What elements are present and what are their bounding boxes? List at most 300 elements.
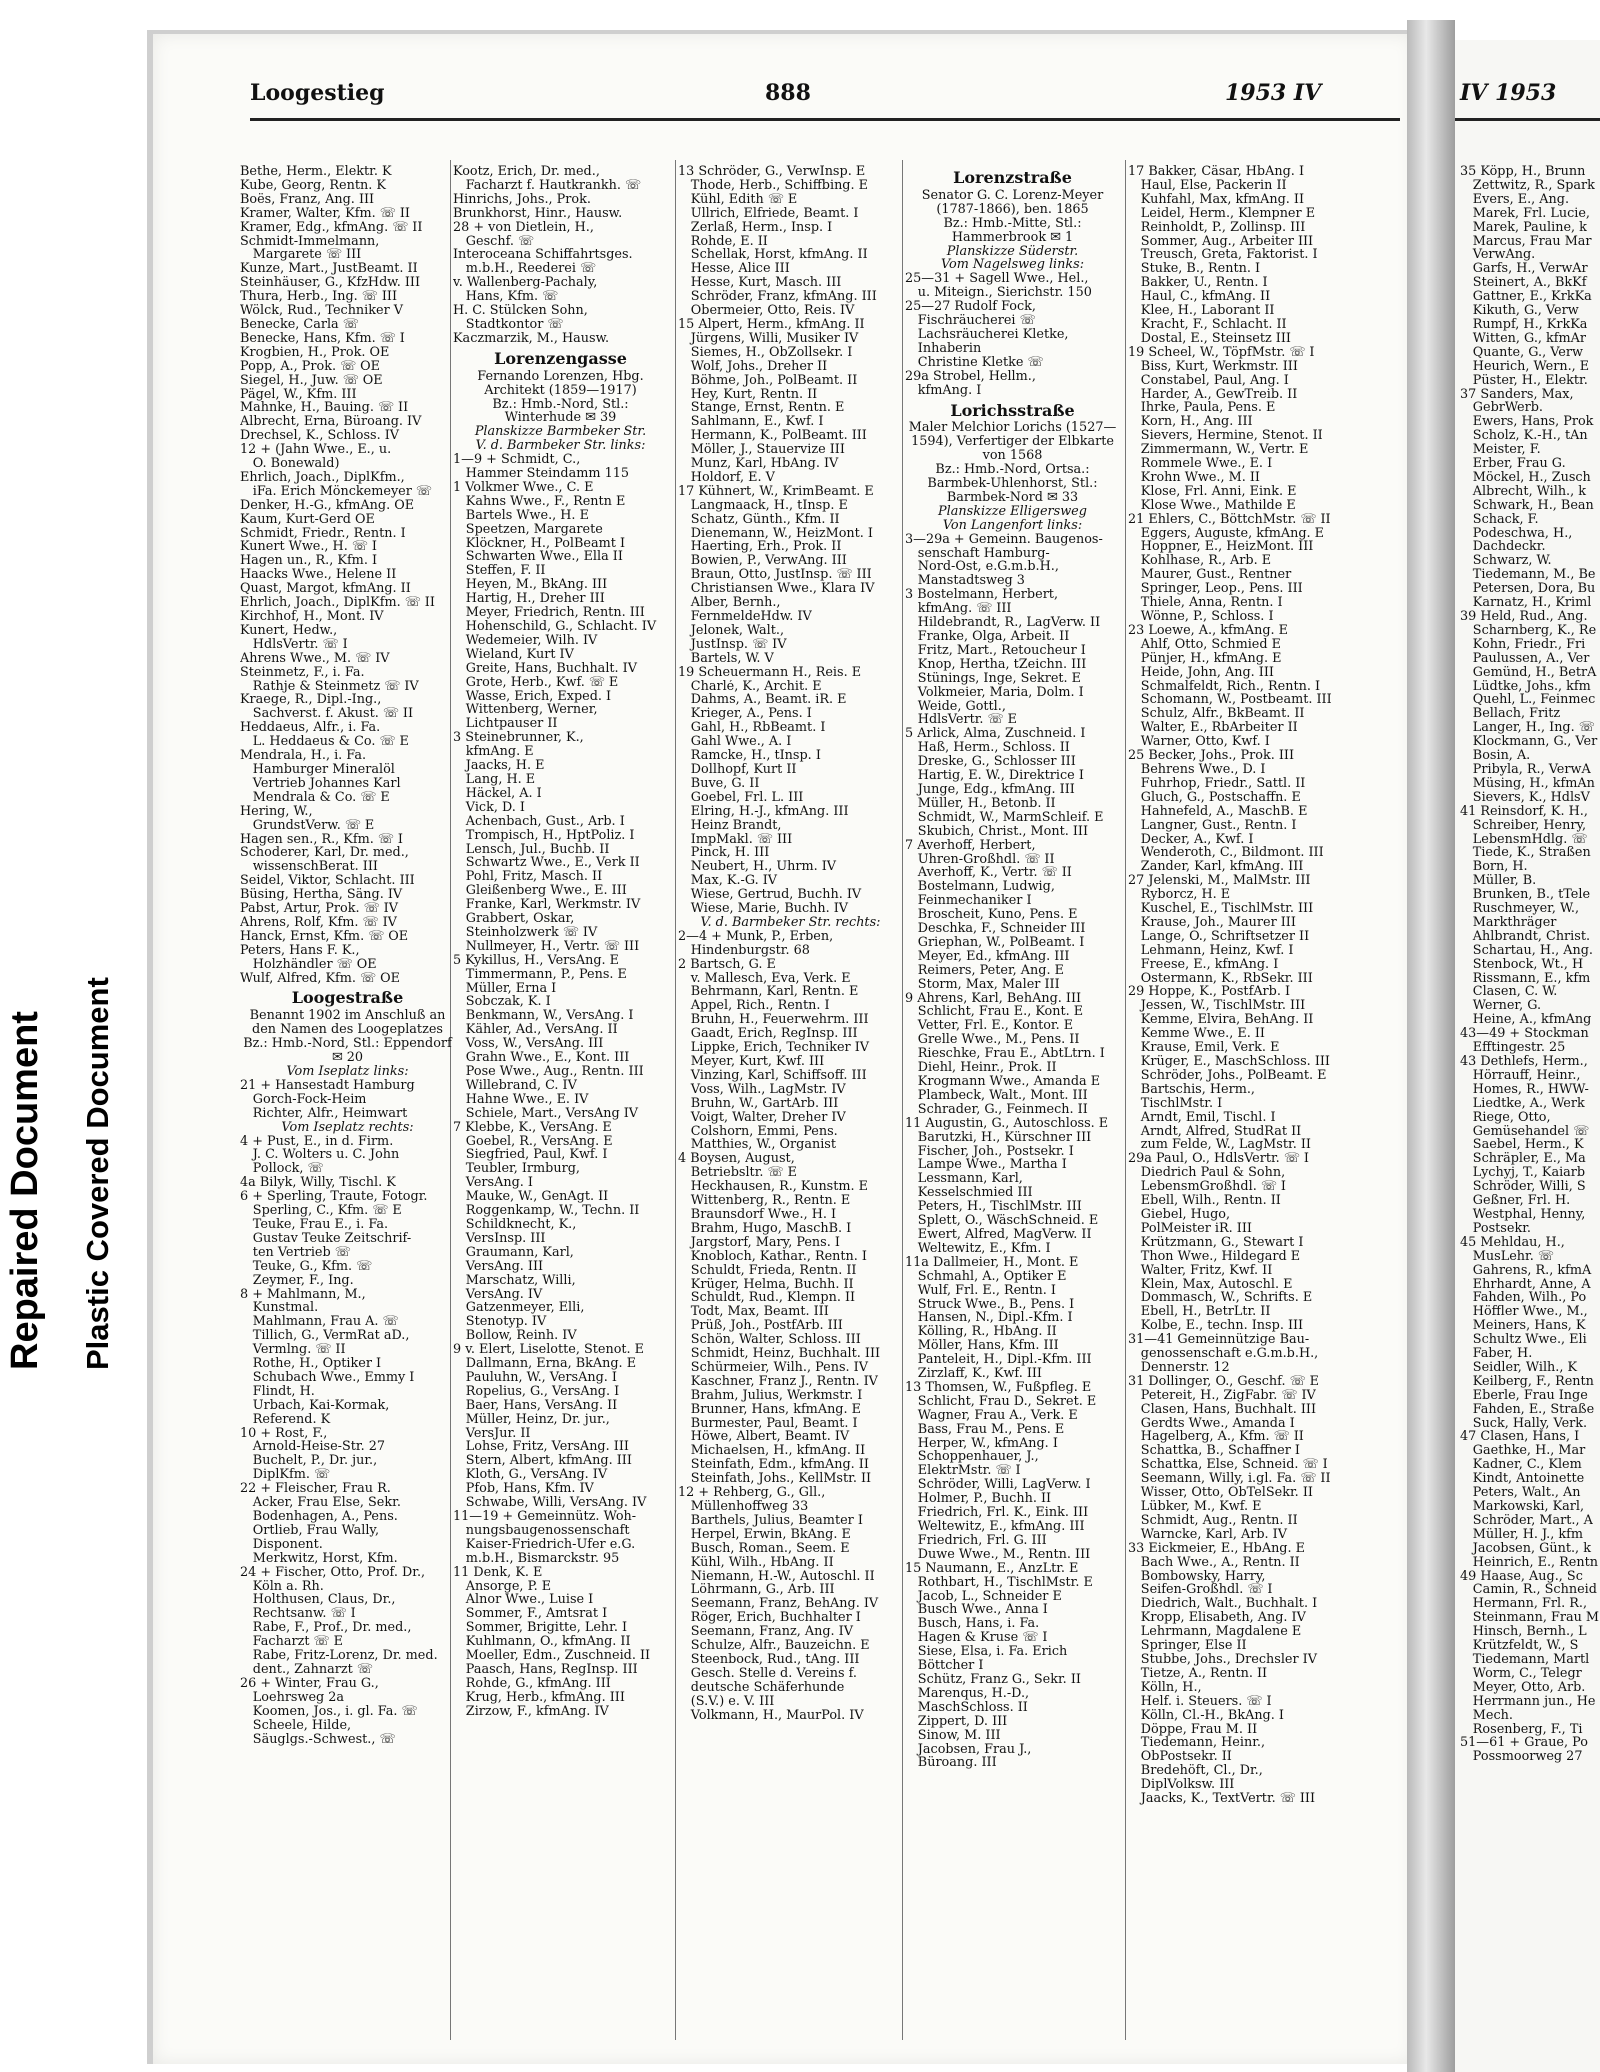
directory-entry: Heide, John, Ang. III (1128, 665, 1274, 680)
directory-entry: 1—9 + Schmidt, C., (453, 453, 581, 468)
directory-entry: Evers, E., Ang. (1460, 192, 1570, 207)
directory-entry: Ullrich, Elfriede, Beamt. I (678, 206, 859, 221)
directory-entry: senschaft Hamburg- (905, 546, 1050, 561)
directory-entry: Goebel, Frl. L. III (678, 790, 804, 805)
directory-entry: Langner, Gust., Rentn. I (1128, 818, 1297, 833)
directory-entry: Hamburger Mineralöl (240, 762, 395, 777)
directory-entry: Schomann, W., Postbeamt. III (1128, 693, 1332, 708)
directory-entry: Stuke, B., Rentn. I (1128, 262, 1261, 277)
directory-entry: Diedrich, Walt., Buchhalt. I (1128, 1597, 1318, 1612)
directory-entry: Rothbart, H., TischlMstr. E (905, 1575, 1093, 1590)
directory-entry: Wittenberg, R., Rentn. E (678, 1194, 851, 1208)
directory-entry: Kölln, H., (1128, 1680, 1202, 1695)
directory-entry: L. Heddaeus & Co. ☏ E (240, 735, 409, 750)
directory-entry: Sievers, Hermine, Stenot. II (1128, 429, 1323, 444)
directory-entry: Kunstmal. (240, 1301, 319, 1316)
street-note: Fernando Lorenzen, Hbg. Architekt (1859—1917) (477, 368, 644, 398)
directory-entry: MusLehr. ☏ (1460, 1249, 1554, 1264)
directory-entry: Brunkhorst, Hinr., Hausw. (453, 206, 623, 221)
directory-entry: Franke, Olga, Arbeit. II (905, 630, 1070, 644)
directory-entry: Dreske, G., Schlosser III (905, 755, 1076, 770)
directory-entry: Schrader, G., Feinmech. II (905, 1102, 1088, 1117)
directory-entry: Lippke, Erich, Techniker IV (678, 1041, 869, 1055)
directory-entry: Ihrke, Paula, Pens. E (1128, 401, 1276, 416)
directory-entry: Schubach Wwe., Emmy I (240, 1370, 415, 1385)
directory-entry: Scheele, Hilde, (240, 1718, 352, 1733)
directory-entry: Rabe, F., Prof., Dr. med., (240, 1621, 412, 1636)
directory-entry: Dahms, A., Beamt. iR. E (678, 693, 847, 708)
directory-entry: Wenderoth, C., Bildmont. III (1128, 846, 1324, 861)
directory-entry: Graumann, Karl, (453, 1245, 574, 1260)
directory-entry: Prüß, Joh., PostfArb. III (678, 1319, 843, 1334)
directory-entry: Lachsräucherei Kletke, (905, 327, 1069, 342)
street-note: Bz.: Hmb.-Mitte, Stl.: Hammerbrook ✉ 1 (943, 215, 1082, 245)
directory-entry: Denker, H.-G., kfmAng. OE (240, 498, 415, 513)
directory-entry: 19 Scheuermann H., Reis. E (678, 665, 862, 680)
directory-entry: 4a Bilyk, Willy, Tischl. K (240, 1176, 396, 1191)
directory-entry: 29 Hoppe, K., PostfArb. I (1128, 985, 1291, 1000)
directory-entry: 39 Held, Rud., Ang. (1460, 610, 1588, 624)
directory-entry: Schmidt, Friedr., Rentn. I (240, 526, 406, 541)
directory-entry: v. Wallenberg-Pachaly, (453, 276, 598, 291)
directory-entry: Mendrala, H., i. Fa. (240, 749, 367, 763)
directory-entry: Stünings, Inge, Sekret. E (905, 671, 1082, 686)
directory-entry: ElektrMstr. ☏ I (905, 1464, 1021, 1479)
directory-entry: 43 Dethlefs, Herm., (1460, 1055, 1588, 1069)
directory-entry: Greite, Hans, Buchhalt. IV (453, 661, 637, 676)
directory-entry: Stern, Albert, kfmAng. III (453, 1454, 632, 1469)
directory-entry: Kracht, F., Schlacht. II (1128, 317, 1287, 332)
directory-entry: Schmahl, A., Optiker E (905, 1269, 1067, 1284)
directory-entry: Hanck, Ernst, Kfm. ☏ OE (240, 929, 409, 944)
directory-entry: Bass, Frau M., Pens. E (905, 1422, 1065, 1437)
directory-entry: Possmoorweg 27 (1460, 1750, 1583, 1765)
street-heading: Loogestraße (291, 988, 404, 1008)
directory-entry: Ropelius, G., VersAng. I (453, 1384, 620, 1399)
directory-entry: Markowski, Karl, (1460, 1500, 1585, 1514)
directory-entry: Kuhlmann, O., kfmAng. II (453, 1635, 631, 1650)
directory-entry: 2—4 + Munk, P., Erben, (678, 929, 834, 944)
directory-entry: (S.V.) e. V. III (678, 1694, 775, 1709)
directory-entry: Arnold-Heise-Str. 27 (240, 1440, 386, 1455)
directory-entry: Thode, Herb., Schiffbing. E (678, 178, 868, 193)
directory-entry: Lohse, Fritz, VersAng. III (453, 1440, 629, 1455)
directory-entry: Hesse, Alice III (678, 262, 790, 277)
directory-entry: Jaacks, K., TextVertr. ☏ III (1128, 1792, 1316, 1806)
directory-entry: Witten, G., kfmAr (1460, 331, 1587, 346)
directory-entry: Hagen & Kruse ☏ I (905, 1631, 1048, 1646)
directory-entry: Pose Wwe., Aug., Rentn. III (453, 1065, 644, 1079)
directory-entry: Gaadt, Erich, RegInsp. III (678, 1027, 858, 1042)
directory-entry: Margarete ☏ III (240, 248, 362, 263)
direction-note: Vom Iseplatz links: (286, 1064, 409, 1079)
directory-entry: Gemünd, H., BetrA (1460, 665, 1597, 680)
directory-entry: Wulf, Alfred, Kfm. ☏ OE (240, 971, 400, 986)
directory-entry: VersAng. IV (453, 1287, 543, 1302)
directory-entry: Schellak, Horst, kfmAng. II (678, 248, 868, 263)
directory-entry: genossenschaft e.G.m.b.H., (1128, 1347, 1319, 1361)
directory-entry: Schwartz Wwe., E., Verk II (453, 856, 640, 871)
directory-entry: Schmidt, Aug., Rentn. II (1128, 1513, 1298, 1528)
directory-entry: Krützfeldt, W., S (1460, 1639, 1579, 1653)
directory-entry: Interoceana Schiffahrtsges. (453, 248, 633, 263)
directory-entry: Ebell, H., BetrLtr. II (1128, 1305, 1271, 1320)
directory-entry: Wiese, Gertrud, Buchh. IV (678, 888, 862, 903)
directory-entry: 33 Eickmeier, E., HbAng. E (1128, 1541, 1305, 1556)
directory-entry: Schulze, Alfr., Bauzeichn. E (678, 1639, 870, 1653)
directory-entry: Jaacks, H. E (453, 759, 545, 773)
directory-entry: Sahlmann, E., Kwf. I (678, 415, 824, 430)
directory-entry: Schuldt, Rud., Klempn. II (678, 1291, 856, 1306)
directory-entry: Leidel, Herm., Klempner E (1128, 206, 1316, 221)
directory-entry: Pribyla, R., VerwA (1460, 762, 1591, 777)
directory-entry: Walter, Fritz, Kwf. II (1128, 1263, 1273, 1278)
directory-entry: Ahlbrandt, Christ. (1460, 929, 1591, 944)
directory-entry: Schiele, Mart., VersAng IV (453, 1106, 638, 1121)
directory-entry: Popp, A., Prok. ☏ OE (240, 359, 380, 374)
directory-entry: 29a Strobel, Hellm., (905, 369, 1036, 384)
street-note: Bz.: Hmb.-Nord, Ortsa.: Barmbek-Uhlenhorst, Stl.: Barmbek-Nord ✉ 33 (927, 462, 1098, 505)
directory-entry: Storm, Max, Maler III (905, 977, 1060, 992)
directory-entry: Karnatz, H., Kriml (1460, 596, 1592, 610)
directory-entry: 37 Sanders, Max, (1460, 387, 1574, 402)
directory-entry: Tietze, A., Rentn. II (1128, 1666, 1268, 1681)
directory-entry: Knobloch, Kathar., Rentn. I (678, 1249, 867, 1264)
directory-entry: Krieger, A., Pens. I (678, 707, 812, 722)
directory-entry: Heckhausen, R., Kunstm. E (678, 1180, 869, 1195)
directory-entry: 15 Naumann, E., AnzLtr. E (905, 1561, 1079, 1576)
directory-entry: Herper, W., kfmAng. I (905, 1436, 1058, 1451)
directory-entry: Hohenschild, G., Schlacht. IV (453, 620, 657, 634)
directory-entry: Jargstorf, Mary, Pens. I (678, 1235, 840, 1250)
directory-entry: Saebel, Herm., K (1460, 1138, 1584, 1153)
directory-entry: 15 Alpert, Herm., kfmAng. II (678, 317, 865, 332)
directory-entry: Röger, Erich, Buchhalter I (678, 1611, 861, 1626)
directory-entry: Krogmann Wwe., Amanda E (905, 1075, 1101, 1089)
directory-entry: Kunert, Hedw., (240, 623, 338, 638)
directory-entry: JustInsp. ☏ IV (678, 637, 787, 652)
directory-entry: Bowien, P., VerwAng. III (678, 554, 847, 569)
directory-entry: Kemme Wwe., E. II (1128, 1027, 1265, 1042)
directory-entry: Scholz, K.-H., tAn (1460, 429, 1588, 444)
directory-entry: Mendrala & Co. ☏ E (240, 790, 390, 805)
directory-entry: Gleißenberg Wwe., E. III (453, 884, 627, 899)
directory-entry: Ebell, Wilh., Rentn. II (1128, 1194, 1281, 1208)
directory-entry: Rissmann, E., kfm (1460, 971, 1591, 986)
direction-note: Von Langenfort links: (942, 517, 1083, 533)
directory-entry: Rathje & Steinmetz ☏ IV (240, 679, 419, 694)
directory-column-5 (1128, 165, 1353, 2045)
directory-entry: Springer, Else II (1128, 1639, 1247, 1653)
directory-entry: Burmester, Paul, Beamt. I (678, 1416, 858, 1431)
directory-entry: Brahm, Hugo, MaschB. I (678, 1221, 852, 1236)
directory-entry: 51—61 + Graue, Po (1460, 1736, 1588, 1751)
directory-entry: Kaiser-Friedrich-Ufer e.G. (453, 1537, 636, 1552)
directory-entry: VersJur. II (453, 1426, 531, 1441)
directory-entry: Schultz Wwe., Eli (1460, 1333, 1587, 1348)
directory-entry: Acker, Frau Else, Sekr. (240, 1496, 401, 1510)
directory-entry: Hildebrandt, R., LagVerw. II (905, 616, 1101, 630)
directory-entry: Bartels, W. V (678, 651, 774, 666)
directory-entry: Döppe, Frau M. II (1128, 1722, 1258, 1737)
directory-entry: Fuhrhop, Friedr., Sattl. II (1128, 776, 1306, 791)
directory-entry: 19 Scheel, W., TöpfMstr. ☏ I (1128, 345, 1315, 360)
facing-header-rule (1455, 118, 1600, 121)
directory-entry: Goebel, R., VersAng. E (453, 1134, 613, 1149)
directory-entry: Marek, Frl. Lucie, (1460, 206, 1590, 221)
directory-entry: J. C. Wolters u. C. John (240, 1148, 400, 1163)
directory-entry: 22 + Fleischer, Frau R. (240, 1482, 391, 1497)
directory-entry: zum Felde, W., LagMstr. II (1128, 1138, 1311, 1153)
directory-entry: Manstadtsweg 3 (905, 574, 1025, 589)
directory-entry: Volkmann, H., MaurPol. IV (678, 1708, 864, 1723)
directory-entry: Böhme, Joh., PolBeamt. II (678, 373, 858, 388)
directory-entry: Lychyj, T., Kaiarb (1460, 1166, 1586, 1181)
directory-entry: Max, K.-G. IV (678, 874, 778, 889)
directory-entry: Brunken, B., tTele (1460, 888, 1591, 903)
directory-entry: Werner, G. (1460, 999, 1542, 1014)
directory-entry: Schartau, H., Ang. (1460, 943, 1593, 958)
directory-entry: deutsche Schäferhunde (678, 1680, 845, 1695)
directory-entry: Kahns Wwe., F., Rentn E (453, 494, 626, 509)
directory-entry: Langer, H., Ing. ☏ (1460, 721, 1595, 736)
header-rule (250, 118, 1400, 121)
directory-entry: Schattka, B., Schaffner I (1128, 1444, 1300, 1459)
running-head-street: Loogestieg (250, 80, 385, 106)
directory-entry: 5 Kykillus, H., VersAng. E (453, 953, 619, 968)
directory-entry: Bellach, Fritz (1460, 707, 1561, 722)
directory-entry: Arndt, Alfred, StudRat II (1128, 1124, 1302, 1139)
directory-entry: ten Vertrieb ☏ (240, 1245, 351, 1260)
directory-entry: Gahrens, R., kfmA (1460, 1263, 1592, 1278)
directory-entry: Bosin, A. (1460, 749, 1531, 763)
directory-entry: Busch, Roman., Seem. E (678, 1541, 850, 1556)
directory-entry: Schulz, Alfr., BkBeamt. II (1128, 707, 1305, 722)
street-heading: Lorenzstraße (953, 168, 1072, 187)
directory-entry: Rohde, G., kfmAng. III (453, 1676, 611, 1691)
directory-entry: Freese, E., kfmAng. I (1128, 957, 1279, 972)
directory-entry: nungsbaugenossenschaft (453, 1523, 630, 1538)
directory-entry: Stenotyp. IV (453, 1315, 547, 1330)
directory-entry: Plambeck, Walt., Mont. III (905, 1088, 1088, 1103)
directory-entry: Säuglgs.-Schwest., ☏ (240, 1732, 396, 1747)
directory-entry: Marcus, Frau Mar (1460, 234, 1592, 249)
directory-entry: Decker, A., Kwf. I (1128, 832, 1254, 847)
directory-entry: Kadner, C., Klem (1460, 1458, 1582, 1473)
directory-entry: Duwe Wwe., M., Rentn. III (905, 1547, 1091, 1562)
directory-entry: Hagelberg, A., Kfm. ☏ II (1128, 1430, 1304, 1445)
direction-note: Planskizze Barmbeker Str. (474, 424, 647, 440)
directory-entry: Koomen, Jos., i. gl. Fa. ☏ (240, 1704, 418, 1719)
directory-entry: Reimers, Peter, Ang. E (905, 963, 1064, 978)
directory-entry: Willebrand, C. IV (453, 1078, 577, 1093)
directory-entry: 3—29a + Gemeinn. Baugenos- (905, 532, 1103, 547)
directory-entry: 21 Ehlers, C., BöttchMstr. ☏ II (1128, 512, 1331, 527)
directory-entry: Dienemann, W., HeizMont. I (678, 526, 873, 541)
directory-entry: Dollhopf, Kurt II (678, 762, 797, 777)
directory-entry: Steffen, F. II (453, 564, 546, 579)
directory-entry: Steinmetz, F., i. Fa. (240, 665, 365, 680)
directory-entry: Pägel, W., Kfm. III (240, 387, 357, 402)
directory-entry: Hinrichs, Johs., Prok. (453, 192, 591, 207)
directory-entry: Püster, H., Elektr. (1460, 373, 1588, 388)
directory-entry: Schlicht, Frau E., Kont. E (905, 1005, 1084, 1020)
directory-entry: Steenbock, Rud., tAng. III (678, 1652, 860, 1667)
directory-entry: Paulussen, A., Ver (1460, 651, 1590, 666)
directory-entry: Jürgens, Willi, Musiker IV (678, 331, 859, 346)
directory-entry: Faber, H. (1460, 1347, 1533, 1361)
directory-entry: Obermeier, Otto, Reis. IV (678, 304, 855, 318)
directory-entry: Siese, Elsa, i. Fa. Erich (905, 1645, 1068, 1660)
directory-entry: Krohn Wwe., M. II (1128, 470, 1260, 485)
directory-entry: HdlsVertr. ☏ I (240, 637, 348, 652)
directory-entry: Gustav Teuke Zeitschrif- (240, 1231, 412, 1246)
directory-entry: Schattka, Else, Schneid. ☏ I (1128, 1458, 1328, 1473)
directory-entry: Kaczmarzik, M., Hausw. (453, 331, 610, 346)
directory-entry: Behrmann, Karl, Rentn. E (678, 985, 859, 1000)
directory-entry: Thon Wwe., Hildegard E (1128, 1249, 1301, 1264)
directory-entry: Wönne, P., Schloss. I (1128, 610, 1274, 624)
directory-entry: Facharzt ☏ E (240, 1635, 343, 1650)
directory-entry: Voss, W., VersAng. III (453, 1037, 604, 1052)
directory-entry: Teubler, Irmburg, (453, 1162, 580, 1177)
directory-entry: Gatzenmeyer, Elli, (453, 1301, 585, 1316)
directory-entry: Reinholdt, P., Zollinsp. III (1128, 220, 1306, 235)
directory-entry: 2 Bartsch, G. E (678, 957, 776, 972)
directory-entry: Brunner, Hans, kfmAng. E (678, 1402, 861, 1417)
directory-entry: Gesch. Stelle d. Vereins f. (678, 1666, 857, 1681)
directory-entry: Kikuth, G., Verw (1460, 304, 1579, 318)
directory-entry: Klein, Max, Autoschl. E (1128, 1277, 1293, 1292)
directory-entry: Krogbien, H., Prok. OE (240, 345, 390, 360)
directory-entry: v. Mallesch, Eva, Verk. E (678, 971, 851, 986)
directory-entry: Zirzlaff, K., Kwf. III (905, 1367, 1042, 1381)
directory-entry: Todt, Max, Beamt. III (678, 1305, 829, 1320)
directory-entry: Krützmann, G., Stewart I (1128, 1235, 1304, 1250)
directory-entry: Schreiber, Henry, (1460, 818, 1587, 833)
directory-entry: 25 Becker, Johs., Prok. III (1128, 749, 1295, 763)
directory-entry: Hering, W., (240, 804, 313, 819)
directory-entry: Eggers, Auguste, kfmAng. E (1128, 526, 1325, 541)
directory-entry: 23 Loewe, A., kfmAng. E (1128, 623, 1289, 638)
directory-entry: Grelle Wwe., M., Pens. II (905, 1033, 1080, 1048)
directory-entry: Friedrich, Frl. G. III (905, 1533, 1047, 1548)
directory-entry: 1 Volkmer Wwe., C. E (453, 480, 594, 495)
directory-entry: GebrWerb. (1460, 401, 1543, 416)
directory-entry: Vermlng. ☏ II (240, 1343, 346, 1358)
directory-entry: Jacobsen, Frau J., (905, 1742, 1032, 1757)
directory-entry: Neubert, H., Uhrm. IV (678, 860, 837, 875)
directory-entry: Müller, H., Betonb. II (905, 796, 1056, 811)
directory-entry: Schröder, Johs., PolBeamt. E (1128, 1068, 1327, 1083)
directory-entry: Fischer, Joh., Postsekr. I (905, 1144, 1074, 1159)
directory-entry: Wölck, Rud., Techniker V (240, 304, 404, 318)
directory-entry: Lübker, M., Kwf. E (1128, 1500, 1262, 1514)
directory-entry: Efftingestr. 25 (1460, 1041, 1566, 1055)
directory-entry: Ewert, Alfred, MagVerw. II (905, 1227, 1092, 1242)
directory-entry: 6 + Sperling, Traute, Fotogr. (240, 1190, 428, 1205)
directory-entry: Krause, Emil, Verk. E (1128, 1041, 1280, 1055)
directory-entry: Born, H. (1460, 860, 1528, 875)
directory-entry: 49 Haase, Aug., Sc (1460, 1569, 1583, 1584)
directory-entry: Disponent. (240, 1537, 323, 1552)
directory-entry: Mahnke, H., Bauing. ☏ II (240, 401, 409, 416)
directory-entry: Knop, Hertha, tZeichn. III (905, 657, 1087, 672)
directory-entry: Lensch, Jul., Buchb. II (453, 842, 610, 857)
directory-entry: Baer, Hans, VersAng. II (453, 1398, 618, 1413)
directory-entry: Liedtke, A., Werk (1460, 1096, 1585, 1111)
plastic-covered-label: Plastic Covered Document (80, 977, 115, 1370)
directory-entry: Gerdts Wwe., Amanda I (1128, 1416, 1295, 1431)
directory-entry: Heddaeus, Alfr., i. Fa. (240, 721, 381, 736)
directory-entry: Ruschmeyer, W., (1460, 902, 1580, 916)
directory-entry: Achenbach, Gust., Arb. I (453, 814, 625, 829)
directory-entry: Biss, Kurt, Werkmstr. III (1128, 359, 1298, 374)
directory-entry: Klockmann, G., Ver (1460, 735, 1598, 750)
directory-entry: Dallmann, Erna, BkAng. E (453, 1357, 637, 1371)
directory-entry: Schwabe, Willi, VersAng. IV (453, 1496, 647, 1510)
directory-entry: Springer, Leop., Pens. III (1128, 582, 1303, 597)
directory-entry: Schürmeier, Wilh., Pens. IV (678, 1360, 868, 1375)
directory-entry: Stadtkontor ☏ (453, 317, 564, 332)
direction-note: V. d. Barmbeker Str. links: (475, 438, 646, 454)
directory-entry: Klee, H., Laborant II (1128, 304, 1275, 318)
directory-entry: Urbach, Kai-Kormak, (240, 1398, 390, 1413)
directory-entry: VersInsp. III (453, 1231, 546, 1246)
directory-entry: Wolf, Johs., Dreher II (678, 359, 828, 374)
directory-entry: 4 Boysen, August, (678, 1152, 795, 1167)
directory-entry: Fischräucherei ☏ (905, 314, 1036, 328)
directory-entry: Wiese, Marie, Buchh. IV (678, 902, 849, 916)
directory-entry: Haerting, Erh., Prok. II (678, 540, 842, 555)
directory-entry: 21 + Hansestadt Hamburg (240, 1078, 415, 1093)
directory-entry: Kirchhof, H., Mont. IV (240, 610, 384, 624)
directory-entry: Seemann, Franz, Ang. IV (678, 1625, 853, 1640)
directory-entry: Heyen, M., BkAng. III (453, 578, 608, 593)
facing-directory-column (1460, 165, 1600, 2045)
directory-entry: DiplKfm. ☏ (240, 1468, 331, 1483)
directory-entry: Tiedemann, Heinr., (1128, 1736, 1266, 1751)
directory-entry: Seidler, Wilh., K (1460, 1360, 1578, 1375)
directory-entry: Ansorge, P. E (453, 1579, 552, 1594)
directory-entry: Tiedemann, Martl (1460, 1652, 1590, 1667)
directory-entry: 28 + von Dietlein, H., (453, 220, 594, 235)
directory-entry: Alber, Bernh., (678, 596, 781, 610)
directory-entry: Hartig, H., Dreher III (453, 592, 605, 607)
directory-entry: 27 Jelenski, M., MalMstr. III (1128, 874, 1311, 889)
directory-entry: 7 Klebbe, K., VersAng. E (453, 1120, 612, 1135)
directory-entry: VersAng. I (453, 1176, 533, 1191)
directory-entry: Grote, Herb., Kwf. ☏ E (453, 675, 619, 690)
directory-entry: 47 Clasen, Hans, I (1460, 1430, 1580, 1445)
directory-entry: Marek, Pauline, k (1460, 220, 1587, 235)
directory-entry: Suck, Hally, Verk. (1460, 1416, 1588, 1431)
directory-entry: Rumpf, H., KrkKa (1460, 317, 1588, 332)
directory-entry: H. C. Stülcken Sohn, (453, 304, 588, 318)
directory-entry: Boës, Franz, Ang. III (240, 192, 375, 207)
directory-entry: 11 Denk, K. E (453, 1565, 543, 1580)
street-note: Benannt 1902 im Anschluß an den Namen des Loogeplatzes (249, 1008, 446, 1038)
directory-entry: Christine Kletke ☏ (905, 355, 1044, 370)
directory-entry: Benecke, Hans, Kfm. ☏ I (240, 331, 405, 346)
directory-entry: Benkmann, W., VersAng. I (453, 1009, 634, 1024)
directory-entry: Rieschke, Frau E., AbtLtrn. I (905, 1047, 1105, 1062)
directory-entry: Garfs, H., VerwAr (1460, 262, 1588, 277)
directory-entry: Thiele, Anna, Rentn. I (1128, 596, 1283, 610)
column-divider (675, 160, 676, 2040)
directory-entry: Möller, J., Stauervize III (678, 443, 845, 458)
directory-entry: Helf. i. Steuers. ☏ I (1128, 1694, 1272, 1709)
